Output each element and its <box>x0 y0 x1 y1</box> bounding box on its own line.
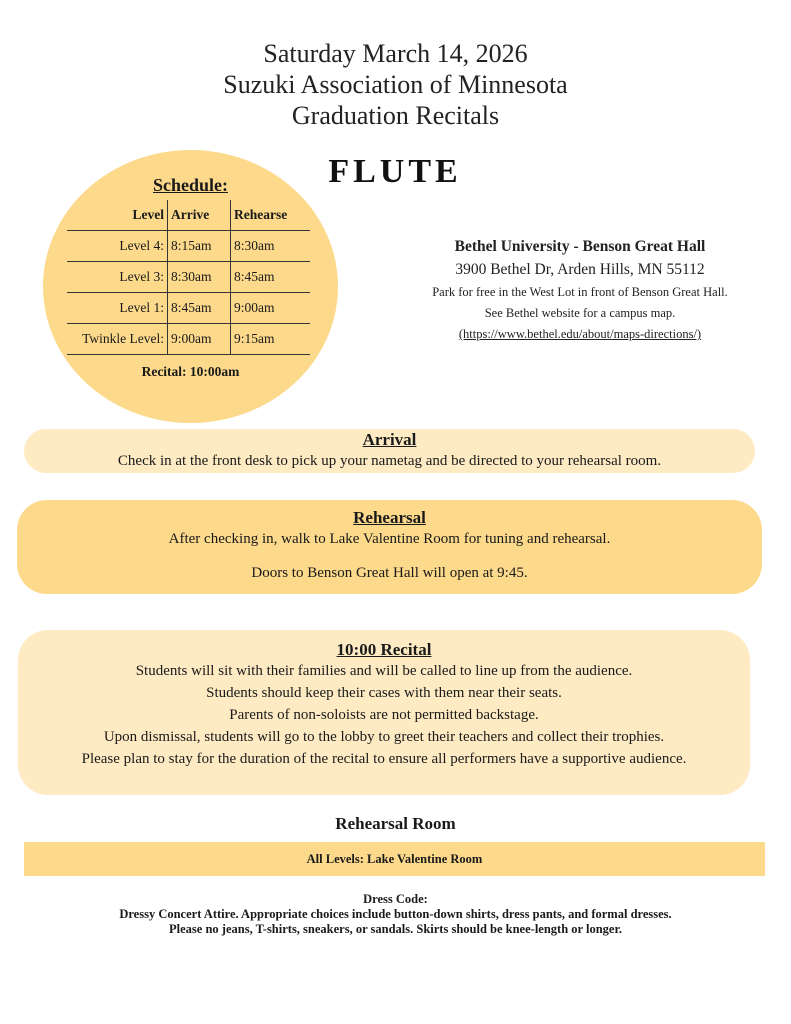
campus-map-link[interactable]: (https://www.bethel.edu/about/maps-directions/) <box>458 327 702 341</box>
column-header-arrive: Arrive <box>168 200 231 231</box>
map-note: See Bethel website for a campus map. <box>484 306 676 320</box>
level-cell: Level 4: <box>67 231 168 262</box>
parking-note: Park for free in the West Lot in front of Benson Great Hall. <box>432 285 728 299</box>
rehearsal-room-assignment: All Levels: Lake Valentine Room <box>24 842 765 876</box>
instrument-title: FLUTE <box>328 153 462 190</box>
venue-info <box>375 236 785 345</box>
recital-time: Recital: 10:00am <box>141 364 240 379</box>
organization-name: Suzuki Association of Minnesota <box>223 70 568 99</box>
dress-code-text: Please no jeans, T-shirts, sneakers, or sandals. Skirts should be knee-length or longer. <box>169 922 622 936</box>
event-date: Saturday March 14, 2026 <box>263 39 528 68</box>
recital-section <box>18 630 750 795</box>
rehearse-cell: 8:30am <box>234 238 275 253</box>
rehearsal-room-heading: Rehearsal Room <box>335 814 456 833</box>
recital-text: Students should keep their cases with them near their seats. <box>206 685 562 701</box>
arrive-cell: 8:15am <box>168 231 231 262</box>
recital-title: 10:00 Recital <box>336 640 432 659</box>
recital-text: Please plan to stay for the duration of the recital to ensure all performers have a supportive audience. <box>81 751 687 767</box>
rehearse-cell: 9:15am <box>234 331 275 346</box>
recital-text: Students will sit with their families and will be called to line up from the audience. <box>135 663 633 679</box>
recital-text: Parents of non-soloists are not permitted backstage. <box>229 707 539 723</box>
rehearsal-title: Rehearsal <box>353 508 426 527</box>
schedule-row <box>67 293 310 324</box>
level-cell: Level 3: <box>67 262 168 293</box>
schedule-header-row <box>67 200 310 231</box>
dress-code-title: Dress Code: <box>363 892 428 906</box>
venue-name: Bethel University - Benson Great Hall <box>454 238 706 255</box>
arrive-cell: 8:30am <box>168 262 231 293</box>
level-cell: Twinkle Level: <box>67 324 168 355</box>
level-cell: Level 1: <box>67 293 168 324</box>
schedule-row <box>67 231 310 262</box>
arrival-text: Check in at the front desk to pick up your nametag and be directed to your rehearsal room. <box>117 453 662 469</box>
page-header <box>0 38 791 131</box>
schedule-title: Schedule: <box>152 175 228 195</box>
rehearse-cell: 8:45am <box>234 269 275 284</box>
arrival-title: Arrival <box>362 430 417 449</box>
arrival-section <box>24 429 755 473</box>
schedule-table <box>67 200 310 355</box>
rehearsal-section <box>17 500 762 594</box>
dress-code-section <box>0 892 791 937</box>
column-header-level: Level <box>67 200 168 231</box>
dress-code-text: Dressy Concert Attire. Appropriate choices include button-down shirts, dress pants, and formal dresses. <box>119 907 672 921</box>
rehearse-cell: 9:00am <box>234 300 275 315</box>
doors-open-text: Doors to Benson Great Hall will open at 9:45. <box>251 565 528 581</box>
arrive-cell: 8:45am <box>168 293 231 324</box>
event-title: Graduation Recitals <box>291 101 500 130</box>
schedule-row <box>67 324 310 355</box>
recital-text: Upon dismissal, students will go to the lobby to greet their teachers and collect their trophies. <box>103 729 665 745</box>
rehearsal-text: After checking in, walk to Lake Valentine Room for tuning and rehearsal. <box>168 531 611 547</box>
schedule-row <box>67 262 310 293</box>
column-header-rehearse: Rehearse <box>234 207 288 222</box>
arrive-cell: 9:00am <box>168 324 231 355</box>
venue-address: 3900 Bethel Dr, Arden Hills, MN 55112 <box>455 261 705 278</box>
